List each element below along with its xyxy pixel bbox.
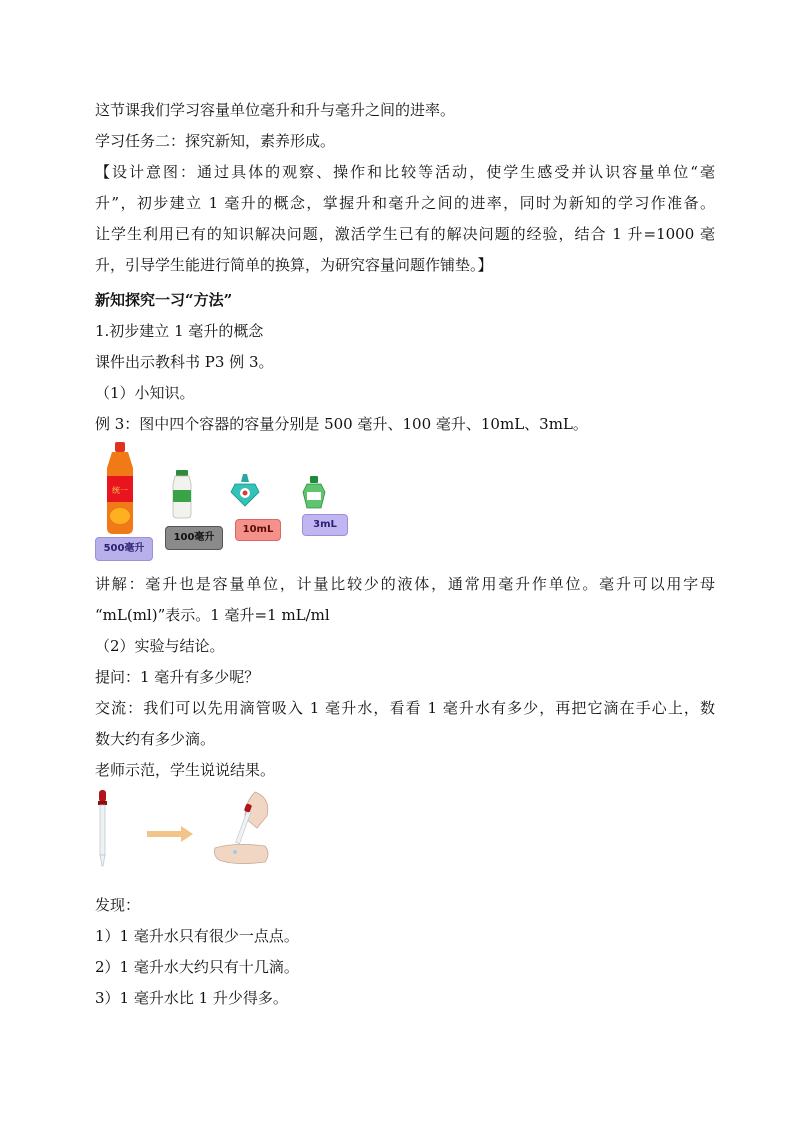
text-line-experiment: （2）实验与结论。 [95,637,225,655]
text-line-finding-3: 3）1 毫升水比 1 升少得多。 [95,989,288,1007]
bottle-brand-text: 统一 [112,486,128,495]
text-line-findings: 发现： [95,896,141,914]
text-line-explain-2: “mL(ml)”表示。1 毫升=1 mL/ml [95,606,330,624]
text-line-design-1: 【设计意图：通过具体的观察、操作和比较等活动，使学生感受并认识容量单位“毫 [95,163,715,181]
label-500ml: 500毫升 [95,537,153,561]
arrow-right-icon [147,826,193,842]
label-3ml: 3mL [302,514,348,536]
dropper-illustration [95,788,275,870]
eye-drop-bottle-icon [231,474,259,506]
text-line-knowledge: （1）小知识。 [95,384,195,402]
label-100ml: 100毫升 [165,526,223,550]
text-line-finding-2: 2）1 毫升水大约只有十几滴。 [95,958,299,976]
dropper-icon [98,790,107,866]
text-line-concept: 1.初步建立 1 毫升的概念 [95,322,264,340]
text-line-design-2: 升”，初步建立 1 毫升的概念，掌握升和毫升之间的进率，同时为新知的学习作准备。 [95,194,715,212]
containers-figure [95,440,365,562]
label-10ml: 10mL [235,519,281,541]
text-line-design-3: 让学生利用已有的知识解决问题，激活学生已有的解决问题的经验，结合 1 升=1000 毫 [95,225,715,243]
milk-bottle-icon [173,470,191,518]
text-line-exchange-2: 数大约有多少滴。 [95,730,216,748]
medicine-bottle-icon [303,476,325,508]
text-line-design-4: 升，引导学生能进行简单的换算，为研究容量问题作铺垫。】 [95,256,493,274]
text-line-courseware: 课件出示教科书 P3 例 3。 [95,353,274,371]
section-heading: 新知探究一习“方法” [95,291,233,309]
text-line-exchange-1: 交流：我们可以先用滴管吸入 1 毫升水，看看 1 毫升水有多少，再把它滴在手心上，数 [95,699,715,717]
text-line-finding-1: 1）1 毫升水只有很少一点点。 [95,927,299,945]
text-line-example: 例 3：图中四个容器的容量分别是 500 毫升、100 毫升、10mL、3mL。 [95,415,588,433]
text-line-demo: 老师示范，学生说说结果。 [95,761,276,779]
dropper-figure [95,788,275,870]
juice-bottle-icon [107,442,133,534]
text-line-task-two: 学习任务二：探究新知，素养形成。 [95,132,336,150]
text-line-explain-1: 讲解：毫升也是容量单位，计量比较少的液体，通常用毫升作单位。毫升可以用字母 [95,575,715,593]
text-line-intro: 这节课我们学习容量单位毫升和升与毫升之间的进率。 [95,101,456,119]
hand-icon [215,792,269,864]
text-line-question: 提问：1 毫升有多少呢？ [95,668,260,686]
